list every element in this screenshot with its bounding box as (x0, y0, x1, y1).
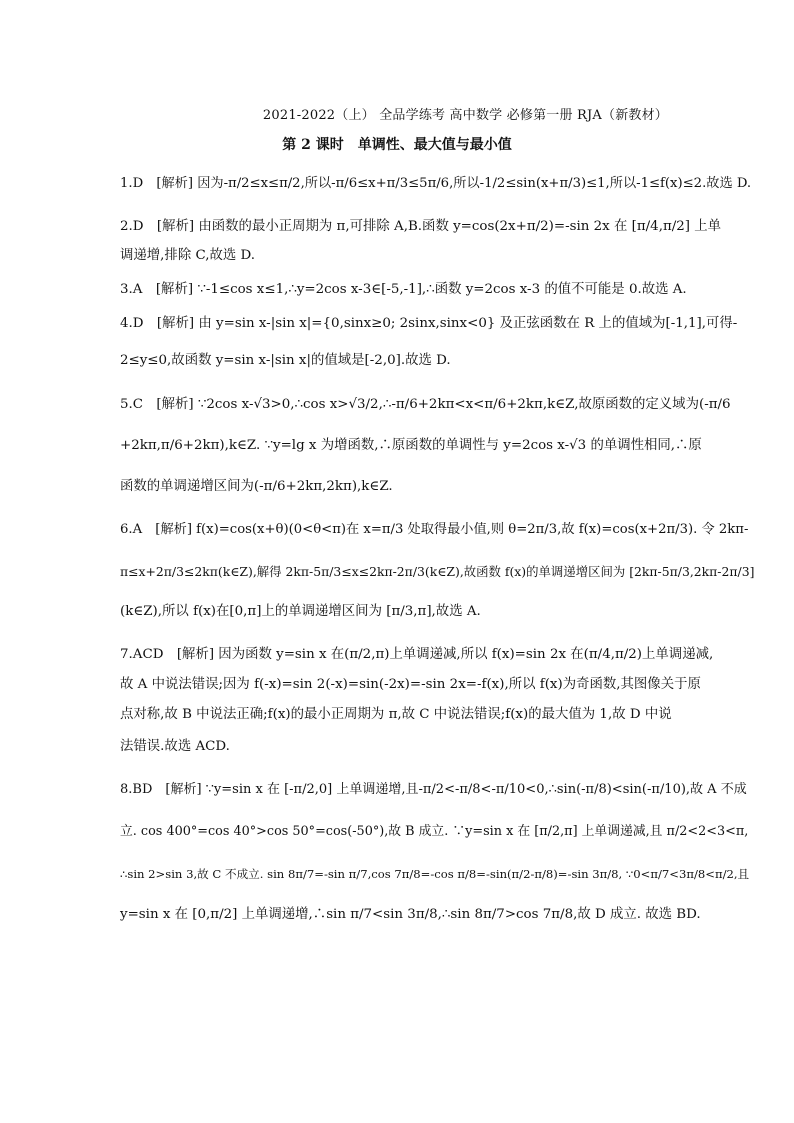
answer-line: 点对称,故 B 中说法正确;f(x)的最小正周期为 π,故 C 中说法错误;f(x)的最大值为 1,故 D 中说 (120, 707, 672, 722)
answer-line: 故 A 中说法错误;因为 f(-x)=sin 2(-x)=sin(-2x)=-sin 2x=-f(x),所以 f(x)为奇函数,其图像关于原 (120, 677, 701, 692)
page-title: 第 2 课时 单调性、最大值与最小值 (282, 137, 512, 153)
answer-line: 8.BD [解析] ∵y=sin x 在 [-π/2,0] 上单调递增,且-π/2<-π/8<-π/10<0,∴sin(-π/8)<sin(-π/10),故 A 不成 (120, 782, 747, 797)
answer-line: 函数的单调递增区间为(-π/6+2kπ,2kπ),k∈Z. (120, 479, 393, 494)
page-header: 2021-2022（上） 全品学练考 高中数学 必修第一册 RJA（新教材） (262, 108, 668, 123)
answer-line: 3.A [解析] ∵-1≤cos x≤1,∴y=2cos x-3∈[-5,-1],∴函数 y=2cos x-3 的值不可能是 0.故选 A. (120, 282, 687, 297)
answer-line: 6.A [解析] f(x)=cos(x+θ)(0<θ<π)在 x=π/3 处取得最小值,则 θ=2π/3,故 f(x)=cos(x+2π/3). 令 2kπ- (120, 522, 749, 537)
answer-line: 4.D [解析] 由 y=sin x-|sin x|={0,sinx≥0; 2sinx,sinx<0} 及正弦函数在 R 上的值域为[-1,1],可得- (120, 316, 738, 331)
answer-line: 2≤y≤0,故函数 y=sin x-|sin x|的值域是[-2,0].故选 D. (120, 353, 451, 368)
answer-line: 立. cos 400°=cos 40°>cos 50°=cos(-50°),故 B 成立. ∵y=sin x 在 [π/2,π] 上单调递减,且 π/2<2<3<π, (120, 824, 749, 839)
answer-line: (k∈Z),所以 f(x)在[0,π]上的单调递增区间为 [π/3,π],故选 A. (120, 604, 481, 619)
answer-line: 1.D [解析] 因为-π/2≤x≤π/2,所以-π/6≤x+π/3≤5π/6,所以-1/2≤sin(x+π/3)≤1,所以-1≤f(x)≤2.故选 D. (120, 176, 752, 191)
answer-line: π≤x+2π/3≤2kπ(k∈Z),解得 2kπ-5π/3≤x≤2kπ-2π/3(k∈Z),故函数 f(x)的单调递增区间为 [2kπ-5π/3,2kπ-2π/3] (120, 564, 755, 579)
answer-line: 2.D [解析] 由函数的最小正周期为 π,可排除 A,B.函数 y=cos(2x+π/2)=-sin 2x 在 [π/4,π/2] 上单 (120, 219, 722, 234)
answer-line: y=sin x 在 [0,π/2] 上单调递增,∴sin π/7<sin 3π/8,∴sin 8π/7>cos 7π/8,故 D 成立. 故选 BD. (120, 907, 701, 922)
answer-line: ∴sin 2>sin 3,故 C 不成立. sin 8π/7=-sin π/7,cos 7π/8=-cos π/8=-sin(π/2-π/8)=-sin 3π/8, ∵0<π/7<3π/8<π/2,且 (120, 867, 750, 881)
answer-line: +2kπ,π/6+2kπ),k∈Z. ∵y=lg x 为增函数,∴原函数的单调性与 y=2cos x-√3 的单调性相同,∴原 (120, 438, 702, 453)
answer-line: 7.ACD [解析] 因为函数 y=sin x 在(π/2,π)上单调递减,所以 f(x)=sin 2x 在(π/4,π/2)上单调递减, (120, 647, 714, 662)
answer-line: 法错误.故选 ACD. (120, 739, 230, 754)
answer-line: 调递增,排除 C,故选 D. (120, 248, 256, 263)
answer-line: 5.C [解析] ∵2cos x-√3>0,∴cos x>√3/2,∴-π/6+2kπ<x<π/6+2kπ,k∈Z,故原函数的定义域为(-π/6 (120, 397, 731, 412)
